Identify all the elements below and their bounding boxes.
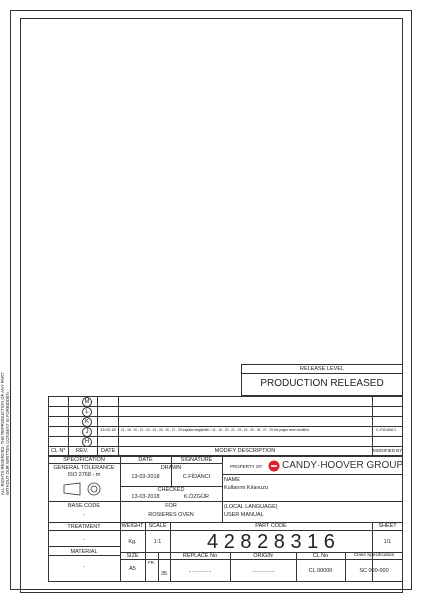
- base-code-value: -: [83, 512, 85, 518]
- weight-value: Kg.: [128, 539, 137, 545]
- local-language-label: (LOCAL LANGUAGE): [224, 504, 278, 510]
- spec-label: SPECIFICATION: [63, 457, 105, 463]
- rev-letter-k: K: [82, 417, 92, 427]
- candy-hoover-logo-icon: [268, 460, 280, 472]
- iso-value: ISO 2768 - m: [67, 472, 101, 478]
- header-modify-description: MODIFY DESCRIPTION: [214, 448, 276, 454]
- material-label: MATERIAL: [70, 549, 98, 555]
- part-code-label: PART CODE: [255, 523, 287, 529]
- replace-label: REPLACE No: [182, 553, 218, 559]
- rev-letter-j: J: [82, 427, 92, 437]
- manual-title: USER MANUAL: [224, 512, 264, 518]
- fr-label: FR.: [147, 560, 156, 565]
- projection-symbol-icon: [62, 481, 108, 497]
- rev-letter-h: H: [82, 437, 92, 447]
- material-value: -: [83, 564, 85, 570]
- checked-label: CHECKED: [157, 487, 185, 493]
- size-value: A5: [129, 566, 136, 572]
- drawn-by: C.FİDANCI: [182, 474, 211, 480]
- name-label: NAME: [224, 477, 240, 483]
- copyright-side-note: [0, 355, 10, 495]
- header-rev: REV.: [76, 448, 89, 454]
- side-note-line: WITHOUT OUR WRITTEN CONSENT IS FORBIDDEN.: [5, 391, 10, 495]
- origin-label: ORIGIN: [253, 553, 273, 559]
- release-level-label: RELEASE LEVEL: [299, 366, 345, 372]
- sheet-label: SHEET: [378, 523, 397, 529]
- weight-label: WEIGHT: [121, 523, 144, 529]
- date-label: DATE: [138, 457, 153, 463]
- cl-no-value: CL 00000: [308, 568, 333, 574]
- header-date: DATE: [101, 448, 116, 454]
- rev-letter-m: M: [82, 397, 92, 407]
- part-code-value: 4 2 8 2 8 3 1 6: [207, 531, 335, 553]
- rev-k-description: 11 - 18 - 20 - 21 - 23 - 24 - 25 - 26 - 27 - 29 sayfalar değiştirildi. / 11 - 18 - 20 - 21 - 23 - 24 - 25 - 26 - 27 - 29 the pages were modified.: [121, 428, 310, 432]
- rev-k-modified-by: C.FİDANCI: [376, 427, 396, 432]
- rev-letter-l: L: [82, 407, 92, 417]
- property-label: PROPERTY OF: [230, 464, 263, 469]
- treatment-value: -: [83, 537, 85, 543]
- drawn-date: 13-03-2018: [131, 474, 160, 480]
- for-value: ROSIERES OVEN: [148, 512, 194, 518]
- cl-no-label: CL No: [312, 553, 329, 559]
- checked-by: K.ÖZGÜR: [183, 494, 210, 500]
- class-spec-label: Class Specification: [353, 553, 395, 558]
- name-value: Kullanım Kılavuzu: [224, 485, 269, 491]
- side-note-line: ALL RIGHTS RESERVED. THE REPRODUCTION OF ANY PART: [0, 372, 5, 495]
- header-cl: CL N°: [51, 448, 66, 454]
- fr-value: 35: [160, 571, 168, 577]
- scale-value: 1:1: [153, 539, 162, 545]
- drawn-label: DRAWN: [160, 465, 182, 471]
- rev-k-date: 13.03.18: [100, 427, 116, 432]
- tolerance-label: GENERAL TOLERANCE: [53, 465, 115, 471]
- signature-label: SIGNATURE: [180, 457, 213, 463]
- for-label: FOR: [165, 503, 177, 509]
- base-code-label: BASE CODE: [67, 503, 101, 509]
- scale-label: SCALE: [148, 523, 167, 529]
- brand-name: CANDY·HOOVER GROUP: [282, 460, 404, 471]
- replace-value: ...............: [188, 568, 212, 574]
- size-label: SIZE: [126, 553, 139, 559]
- treatment-label: TREATMENT: [67, 524, 101, 530]
- checked-date: 13-03-2018: [131, 494, 160, 500]
- origin-value: ...............: [251, 568, 275, 574]
- sheet-value: 1/1: [383, 539, 392, 545]
- header-modified-by: MODIFIED BY: [373, 448, 403, 453]
- class-spec-value: SC 000-000: [359, 568, 389, 574]
- release-value: PRODUCTION RELEASED: [260, 378, 384, 389]
